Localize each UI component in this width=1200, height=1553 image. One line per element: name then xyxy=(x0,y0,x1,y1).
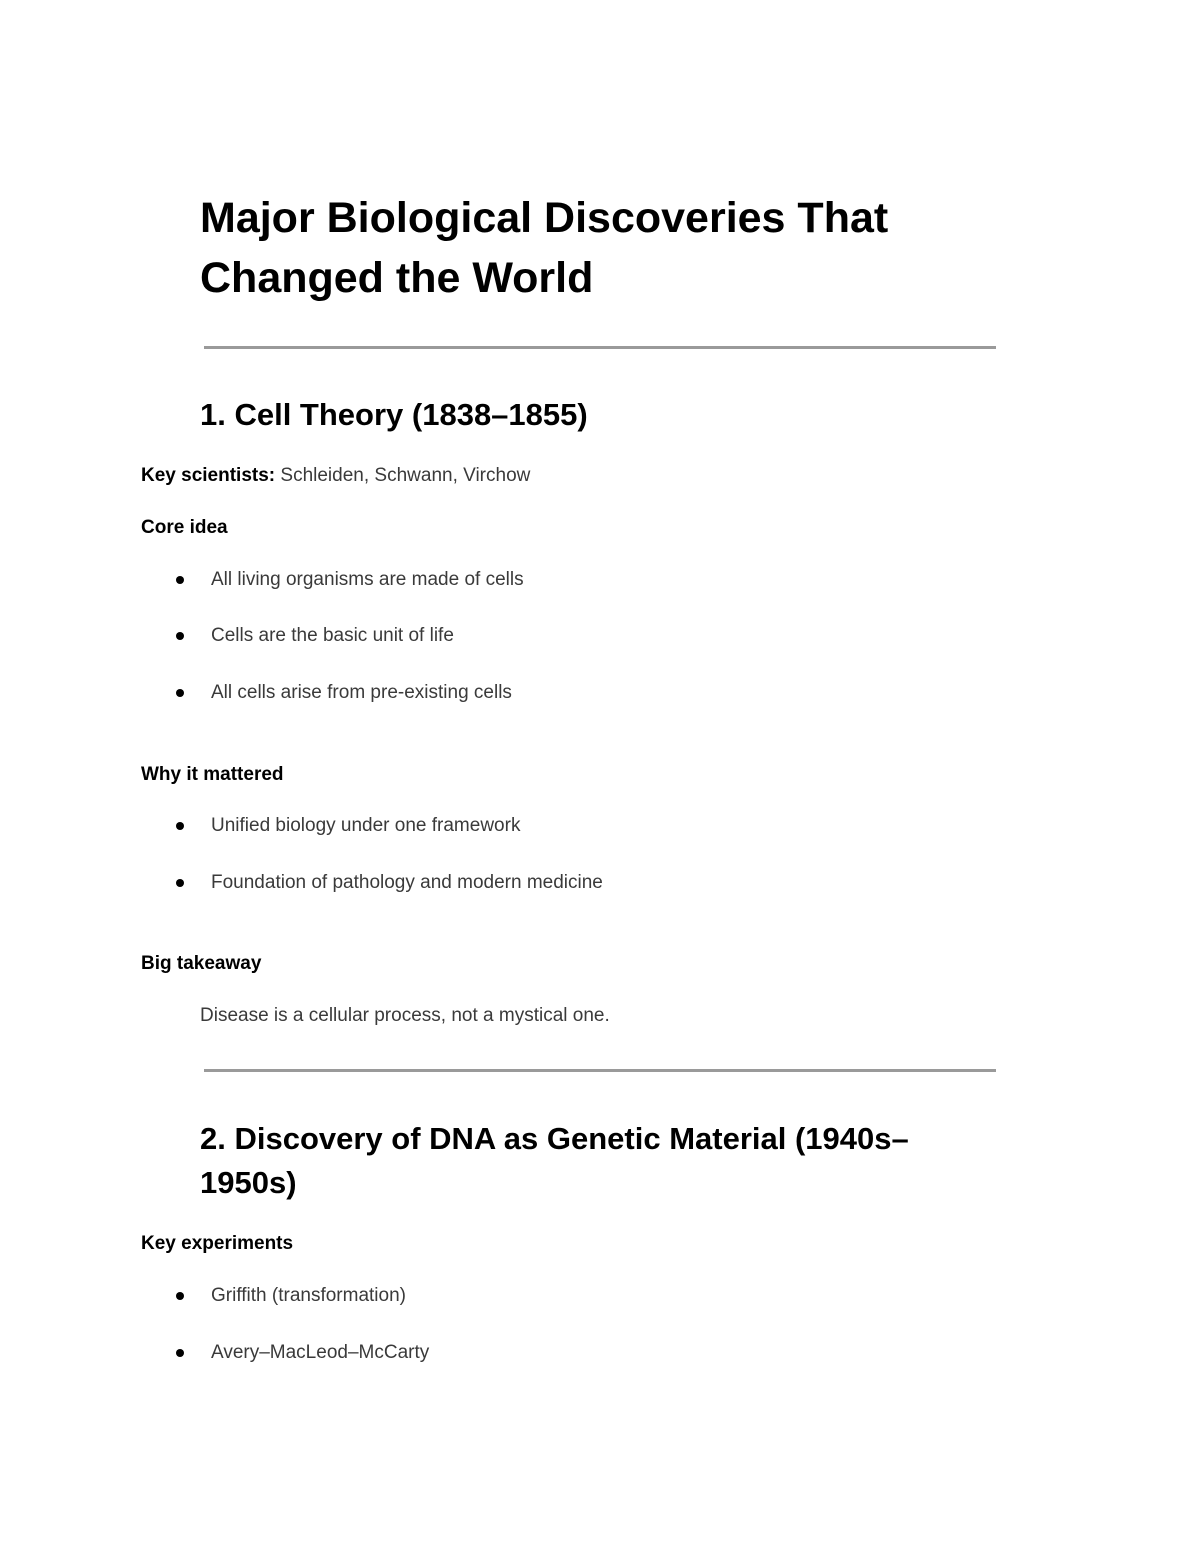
list-item xyxy=(176,680,512,706)
list-item xyxy=(176,813,520,839)
big-takeaway-label: Big takeaway xyxy=(141,953,262,974)
list-item-text: Griffith (transformation) xyxy=(211,1285,406,1306)
list-item-text: All living organisms are made of cells xyxy=(211,569,524,590)
section-heading-cell-theory: 1. Cell Theory (1838–1855) xyxy=(200,397,588,432)
horizontal-divider xyxy=(204,1069,996,1072)
list-item-text: Cells are the basic unit of life xyxy=(211,625,454,646)
key-scientists-label: Key scientists: xyxy=(141,465,276,486)
list-item xyxy=(176,623,454,649)
core-idea-label: Core idea xyxy=(141,517,228,538)
bullet-icon xyxy=(176,576,184,584)
list-item-text: Foundation of pathology and modern medicine xyxy=(211,872,603,893)
horizontal-divider xyxy=(204,346,996,349)
bullet-icon xyxy=(176,879,184,887)
why-it-mattered-label: Why it mattered xyxy=(141,764,284,785)
big-takeaway-text: Disease is a cellular process, not a mystical one. xyxy=(200,1005,610,1026)
key-experiments-label: Key experiments xyxy=(141,1233,294,1254)
bullet-icon xyxy=(176,1292,184,1300)
list-item-text: Avery–MacLeod–McCarty xyxy=(211,1342,430,1363)
list-item xyxy=(176,1283,406,1309)
bullet-icon xyxy=(176,1349,184,1357)
key-scientists-value: Schleiden, Schwann, Virchow xyxy=(275,465,531,486)
bullet-icon xyxy=(176,689,184,697)
bullet-icon xyxy=(176,822,184,830)
list-item-text: Unified biology under one framework xyxy=(211,815,521,836)
list-item xyxy=(176,567,524,593)
document-title: Major Biological Discoveries That Changed the World xyxy=(200,194,889,302)
list-item xyxy=(176,1340,429,1366)
section-heading-dna-discovery: 2. Discovery of DNA as Genetic Material (1940s–1950s) xyxy=(200,1121,909,1200)
list-item xyxy=(176,870,603,896)
list-item-text: All cells arise from pre-existing cells xyxy=(211,682,512,703)
bullet-icon xyxy=(176,632,184,640)
key-scientists-line xyxy=(141,463,530,489)
